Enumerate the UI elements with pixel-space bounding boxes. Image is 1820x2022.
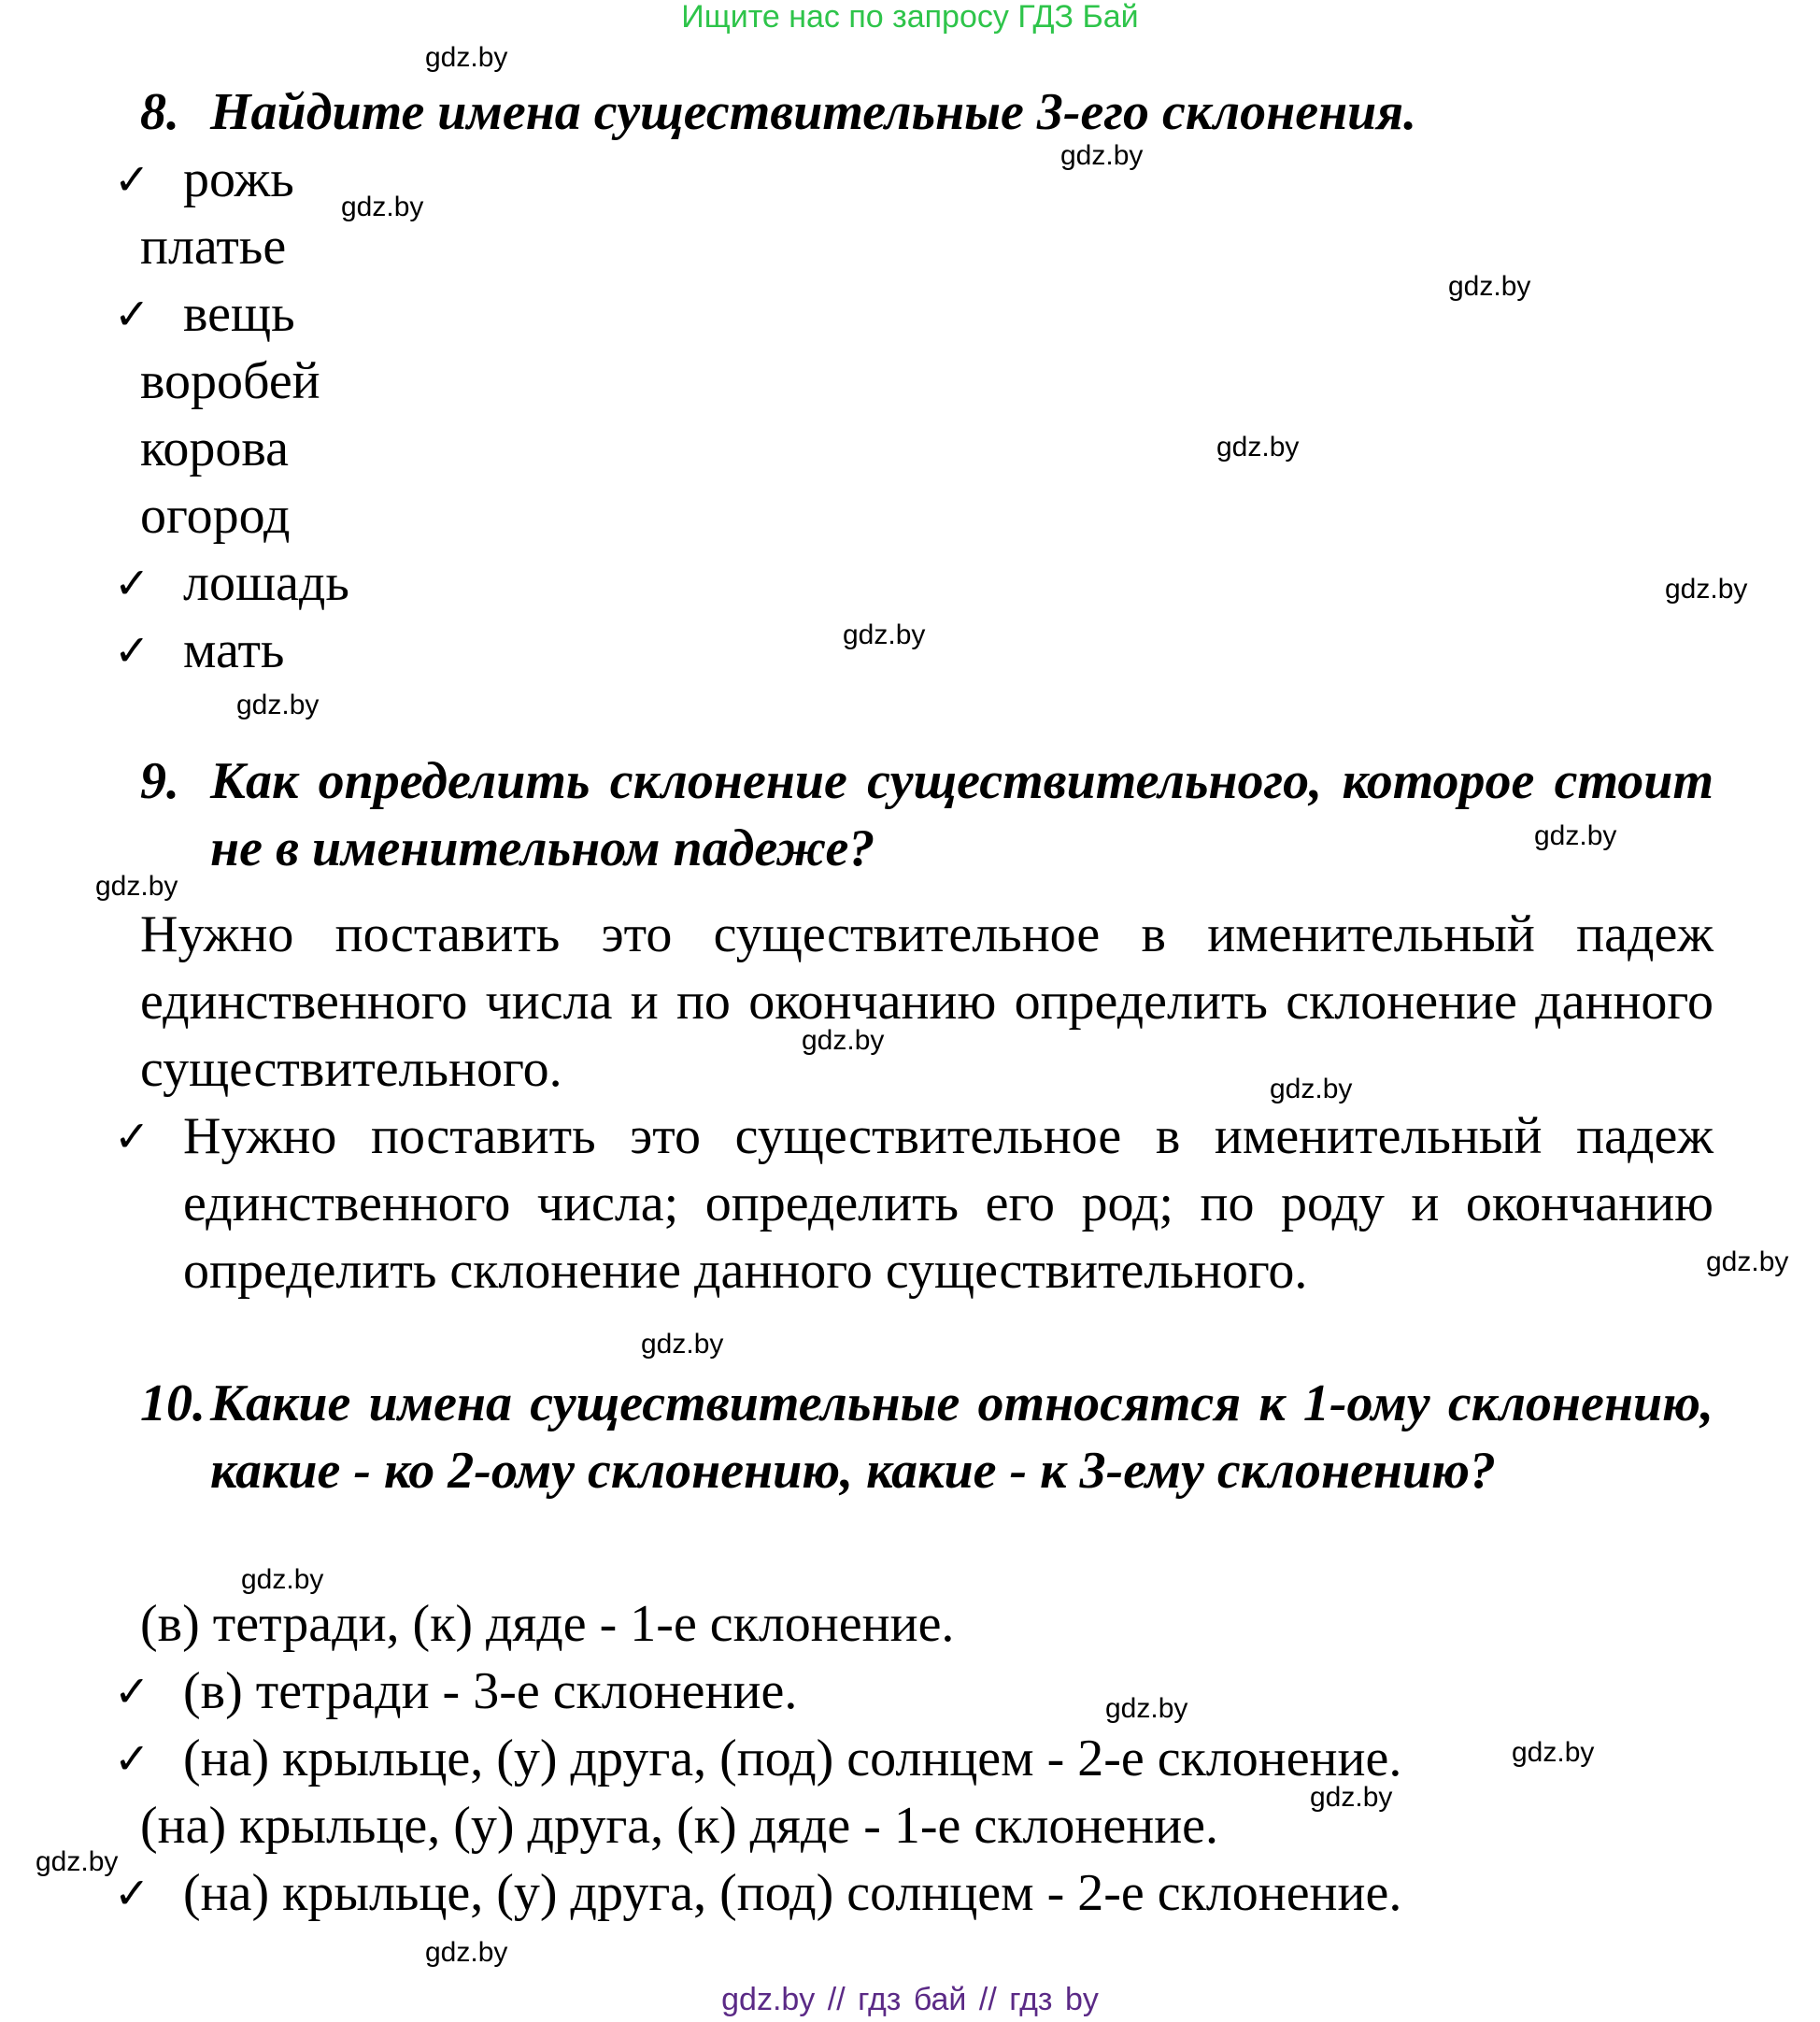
- watermark: gdz.by: [1534, 820, 1617, 851]
- question-10: [140, 1370, 1713, 1572]
- watermark: gdz.by: [1706, 1246, 1789, 1277]
- check-icon: ✓: [114, 1666, 150, 1716]
- answer-item: корова: [140, 420, 289, 477]
- check-icon: ✓: [114, 1111, 150, 1161]
- watermark: gdz.by: [1105, 1693, 1188, 1724]
- answer-item: (на) крыльце, (у) друга, (под) солнцем - 2-е склонение.: [183, 1730, 1402, 1787]
- check-icon: ✓: [114, 289, 150, 339]
- check-icon: ✓: [114, 154, 150, 205]
- watermark: gdz.by: [1512, 1737, 1595, 1768]
- watermark: gdz.by: [802, 1025, 885, 1056]
- question-8: [140, 78, 1713, 146]
- answer-item: (на) крыльце, (у) друга, (под) солнцем - 2-е склонение.: [183, 1864, 1402, 1922]
- watermark: gdz.by: [341, 192, 424, 222]
- watermark: gdz.by: [1665, 574, 1748, 605]
- answer-item: огород: [140, 487, 291, 545]
- question-title: Найдите имена существительные 3-его склонения.: [210, 83, 1417, 141]
- answer-item: платье: [140, 218, 287, 276]
- answer-item: (на) крыльце, (у) друга, (к) дяде - 1-е склонение.: [140, 1797, 1219, 1855]
- bottom-banner[interactable]: gdz.by // гдз бай // гдз by: [721, 1982, 1099, 2017]
- watermark: gdz.by: [95, 871, 178, 902]
- answer-option: Нужно поставить это существительное в именительный падеж единственного числа; определить его род; по роду и окончанию определить склонение данного существительного.: [183, 1107, 1713, 1300]
- answer-item: лошадь: [183, 554, 349, 612]
- watermark: gdz.by: [1060, 140, 1144, 171]
- watermark: gdz.by: [1448, 271, 1531, 302]
- watermark: gdz.by: [236, 690, 320, 720]
- watermark: gdz.by: [1216, 432, 1300, 463]
- watermark: gdz.by: [425, 42, 508, 73]
- answer-item: вещь: [183, 285, 295, 343]
- answer-item: (в) тетради - 3-е склонение.: [183, 1662, 798, 1720]
- watermark: gdz.by: [641, 1329, 724, 1360]
- watermark: gdz.by: [1310, 1782, 1393, 1813]
- watermark: gdz.by: [1270, 1074, 1353, 1104]
- check-icon: ✓: [114, 1868, 150, 1918]
- question-title: Как определить склонение существительного, которое стоит не в именительном падеже?: [210, 752, 1713, 877]
- question-9: [140, 748, 1713, 882]
- question-title: Какие имена существительные относятся к 1-ому склонению, какие - ко 2-ому склонению, какие - к 3-ему склонению?: [210, 1374, 1713, 1500]
- answer-item: рожь: [183, 150, 294, 208]
- watermark: gdz.by: [843, 619, 926, 650]
- answer-item: мать: [183, 621, 285, 679]
- question-number: 9.: [140, 752, 179, 810]
- watermark: gdz.by: [425, 1937, 508, 1968]
- check-icon: ✓: [114, 625, 150, 676]
- answer-item: воробей: [140, 352, 320, 410]
- answer-item: (в) тетради, (к) дяде - 1-е склонение.: [140, 1595, 955, 1653]
- top-banner[interactable]: Ищите нас по запросу ГДЗ Бай: [681, 0, 1139, 35]
- watermark: gdz.by: [241, 1564, 324, 1595]
- check-icon: ✓: [114, 558, 150, 608]
- check-icon: ✓: [114, 1733, 150, 1784]
- answer-option: Нужно поставить это существительное в именительный падеж единственного числа и по окончанию определить склонение данного существительного.: [140, 905, 1713, 1098]
- question-number: 8.: [140, 83, 179, 141]
- watermark: gdz.by: [36, 1846, 119, 1877]
- question-number: 10.: [140, 1374, 206, 1432]
